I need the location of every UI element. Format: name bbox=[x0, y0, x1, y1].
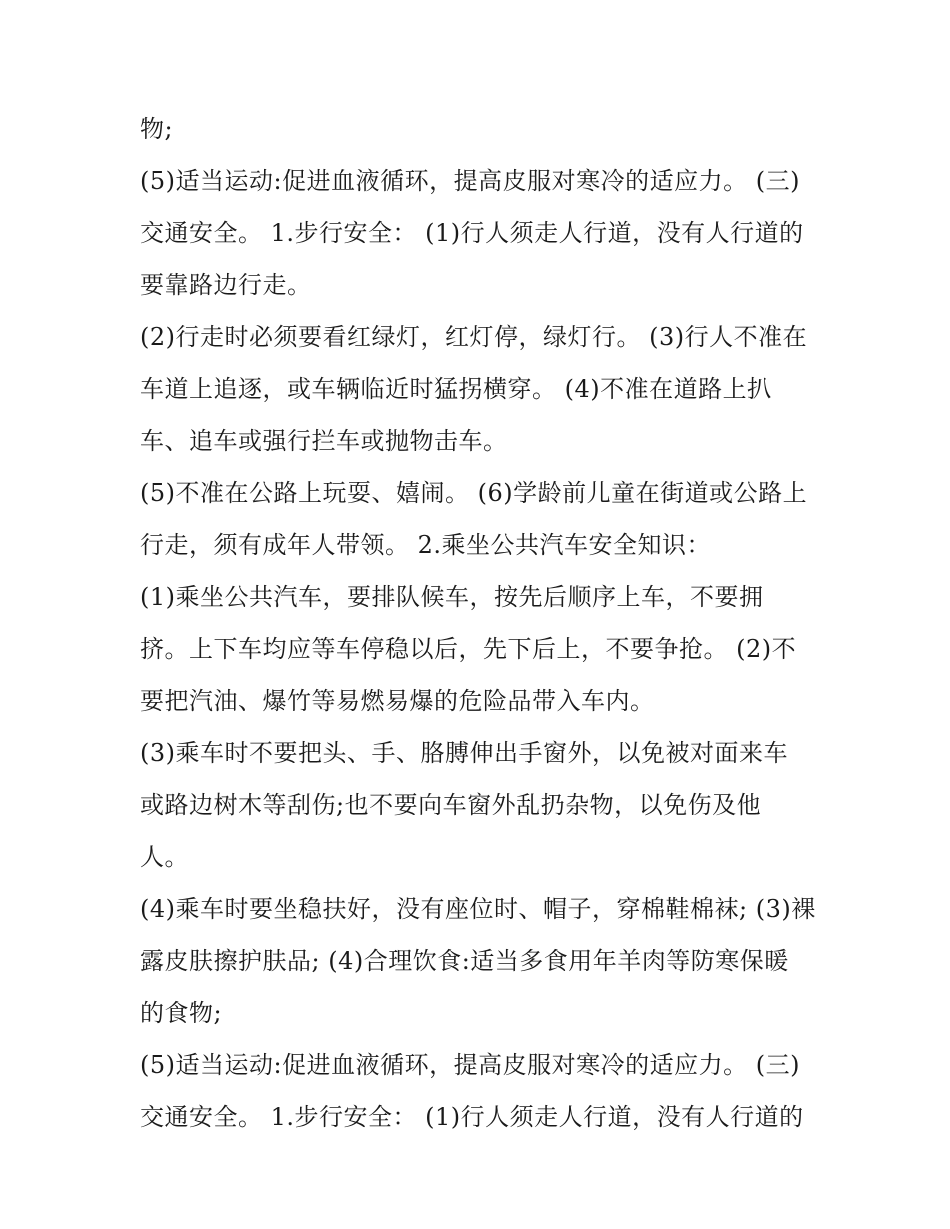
text-line: 物; bbox=[140, 115, 174, 143]
text-line: 行走，须有成年人带领。 2.乘坐公共汽车安全知识： bbox=[140, 531, 712, 559]
text-line: 要靠路边行走。 bbox=[140, 271, 312, 299]
text-line: 或路边树木等刮伤;也不要向车窗外乱扔杂物，以免伤及他 bbox=[140, 791, 762, 819]
text-line: 车、追车或强行拦车或抛物击车。 bbox=[140, 427, 508, 455]
text-line: 人。 bbox=[140, 843, 189, 871]
text-line: (3)乘车时不要把头、手、胳膊伸出手窗外，以免被对面来车 bbox=[140, 739, 788, 767]
text-line: (2)行走时必须要看红绿灯，红灯停，绿灯行。 (3)行人不准在 bbox=[140, 323, 808, 351]
text-line: 车道上追逐，或车辆临近时猛拐横穿。 (4)不准在道路上扒 bbox=[140, 375, 772, 403]
text-line: (5)适当运动:促进血液循环，提高皮服对寒冷的适应力。 (三) bbox=[140, 1051, 800, 1079]
body-text bbox=[140, 103, 820, 1143]
text-line: 交通安全。 1.步行安全： (1)行人须走人行道，没有人行道的 bbox=[140, 1103, 804, 1131]
text-line: 交通安全。 1.步行安全： (1)行人须走人行道，没有人行道的 bbox=[140, 219, 804, 247]
text-line: (5)适当运动:促进血液循环，提高皮服对寒冷的适应力。 (三) bbox=[140, 167, 800, 195]
text-line: 要把汽油、爆竹等易燃易爆的危险品带入车内。 bbox=[140, 687, 655, 715]
text-line: 挤。上下车均应等车停稳以后，先下后上，不要争抢。 (2)不 bbox=[140, 635, 797, 663]
text-line: (5)不准在公路上玩耍、嬉闹。 (6)学龄前儿童在街道或公路上 bbox=[140, 479, 808, 507]
text-line: 露皮肤擦护肤品; (4)合理饮食:适当多食用年羊肉等防寒保暖 bbox=[140, 947, 789, 975]
text-line: (4)乘车时要坐稳扶好，没有座位时、帽子，穿棉鞋棉袜; (3)裸 bbox=[140, 895, 816, 923]
text-line: (1)乘坐公共汽车，要排队候车，按先后顺序上车，不要拥 bbox=[140, 583, 764, 611]
text-line: 的食物; bbox=[140, 999, 223, 1027]
